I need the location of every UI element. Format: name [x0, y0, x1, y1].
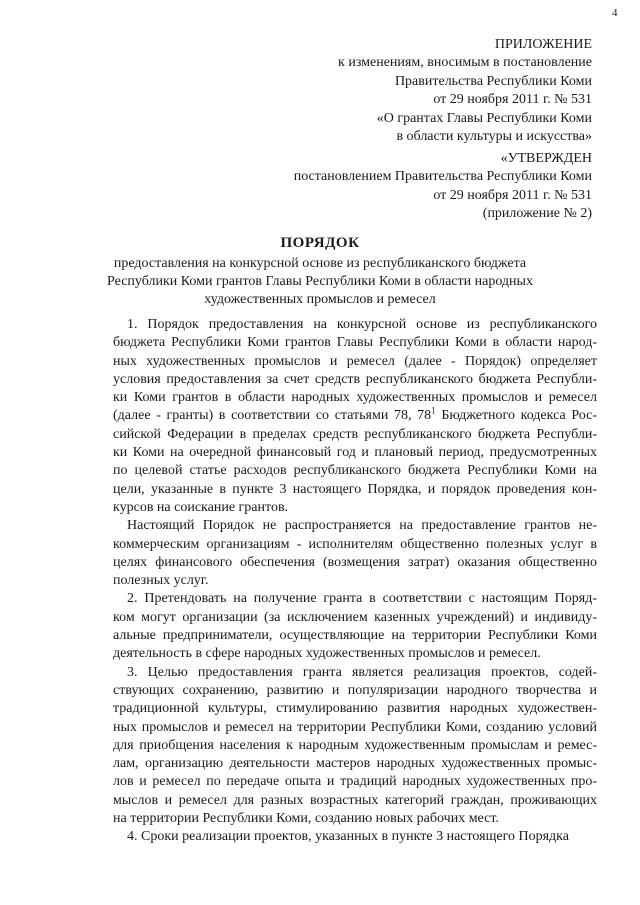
paragraph-line: целях финансового обеспечения (возмещения затрат) оказания общественно: [113, 554, 597, 570]
paragraph-line: цели, указанные в пункте 3 настоящего Порядка, и порядок проведения кон-: [113, 481, 597, 497]
paragraph-line: курсов на соискание грантов.: [113, 499, 289, 515]
subtitle-line: Республики Коми грантов Главы Республики Коми в области народных: [107, 274, 533, 290]
appendix-header: [338, 36, 592, 146]
superscript: 1: [431, 405, 436, 416]
appendix-line: «О грантах Главы Республики Коми: [376, 110, 592, 126]
paragraph-line: Настоящий Порядок не распространяется на предоставление грантов не-: [127, 518, 597, 534]
appendix-line: ПРИЛОЖЕНИЕ: [494, 37, 592, 52]
page-number: 4: [612, 7, 618, 19]
paragraph-line: ных художественных промыслов и ремесел (далее - Порядок) определяет: [113, 353, 597, 369]
paragraph: [113, 316, 597, 517]
paragraph-line: традиционной культуры, стимулированию развития народных художествен-: [113, 701, 597, 717]
paragraph-line: ком могут организации (за исключением казенных учреждений) и индивиду-: [113, 609, 597, 625]
paragraph-line: лам, организацию деятельности мастеров народных художественных промыс-: [113, 756, 597, 772]
paragraph: [113, 664, 597, 829]
paragraph-line: 1. Порядок предоставления на конкурсной основе из республиканского: [127, 317, 597, 332]
paragraph-line: 3. Целью предоставления гранта является реализация проектов, содей-: [127, 664, 597, 680]
superscript-tail: Бюджетного кодекса Рос-: [435, 408, 597, 424]
paragraph-line: по целевой статье расходов республиканского бюджета Республики Коми на: [113, 463, 597, 479]
paragraph-line: мыслов и ремесел для разных возрастных категорий граждан, проживающих: [113, 792, 597, 808]
approved-line: постановлением Правительства Республики Коми: [293, 169, 592, 185]
document-title: ПОРЯДОК: [280, 235, 360, 251]
paragraph-line: (далее - гранты) в соответствии со статьями 78, $78^1$ Бюджетного кодекса Рос-: [113, 405, 597, 424]
paragraph-line: сийской Федерации в пределах средств республиканского бюджета Республи-: [113, 426, 597, 442]
paragraph-line: ки Коми на очередной финансовый год и плановый период, предусмотренных: [113, 445, 597, 461]
paragraph: [113, 828, 597, 846]
paragraph-line: условия предоставления за счет средств республиканского бюджета Республи-: [113, 371, 597, 387]
paragraph-line: альные предприниматели, осуществляющие на территории Республики Коми: [113, 628, 597, 644]
paragraph: [113, 590, 597, 663]
paragraph-line: ки Коми грантов в области народных художественных промыслов и ремесел: [113, 390, 597, 406]
subtitle-line: художественных промыслов и ремесел: [204, 292, 436, 308]
appendix-line: Правительства Республики Коми: [394, 73, 592, 89]
appendix-line: к изменениям, вносимым в постановление: [338, 55, 592, 71]
approved-line: (приложение № 2): [482, 206, 592, 222]
document-body: [113, 316, 597, 847]
document-subtitle: [0, 255, 640, 310]
paragraph-line: деятельность в сфере народных художественных промыслов и ремесел.: [113, 646, 541, 662]
paragraph-line: полезных услуг.: [113, 573, 209, 589]
paragraph-line: 2. Претендовать на получение гранта в соответствии с настоящим Поряд-: [127, 591, 597, 607]
paragraph-line: коммерческим организациям - исполнителям общественно полезных услуг в: [113, 536, 597, 552]
paragraph: [113, 517, 597, 590]
paragraph-line: 4. Сроки реализации проектов, указанных в пункте 3 настоящего Порядка: [127, 829, 569, 845]
paragraph-line: бюджета Республики Коми грантов Главы Республики Коми в области народ-: [113, 335, 597, 351]
approved-line: от 29 ноября 2011 г. № 531: [433, 187, 592, 203]
paragraph-line: на территории Республики Коми, созданию новых рабочих мест.: [113, 811, 499, 827]
subtitle-line: предоставления на конкурсной основе из республиканского бюджета: [113, 256, 527, 271]
approved-line: «УТВЕРЖДЕН: [500, 151, 592, 166]
approval-stamp-text: [294, 150, 592, 224]
paragraph-line: ствующих сохранению, развитию и популяризации народного творчества и: [113, 682, 597, 698]
appendix-line: в области культуры и искусства»: [396, 129, 592, 145]
paragraph-line: для приобщения населения к народным художественным промыслам и ремес-: [113, 737, 597, 753]
appendix-line: от 29 ноября 2011 г. № 531: [433, 92, 592, 108]
paragraph-line: ных промыслов и ремесел на территории Республики Коми, созданию условий: [113, 719, 597, 735]
paragraph-line: лов и ремесел по передаче опыта и традиций народных художественных про-: [113, 774, 597, 790]
